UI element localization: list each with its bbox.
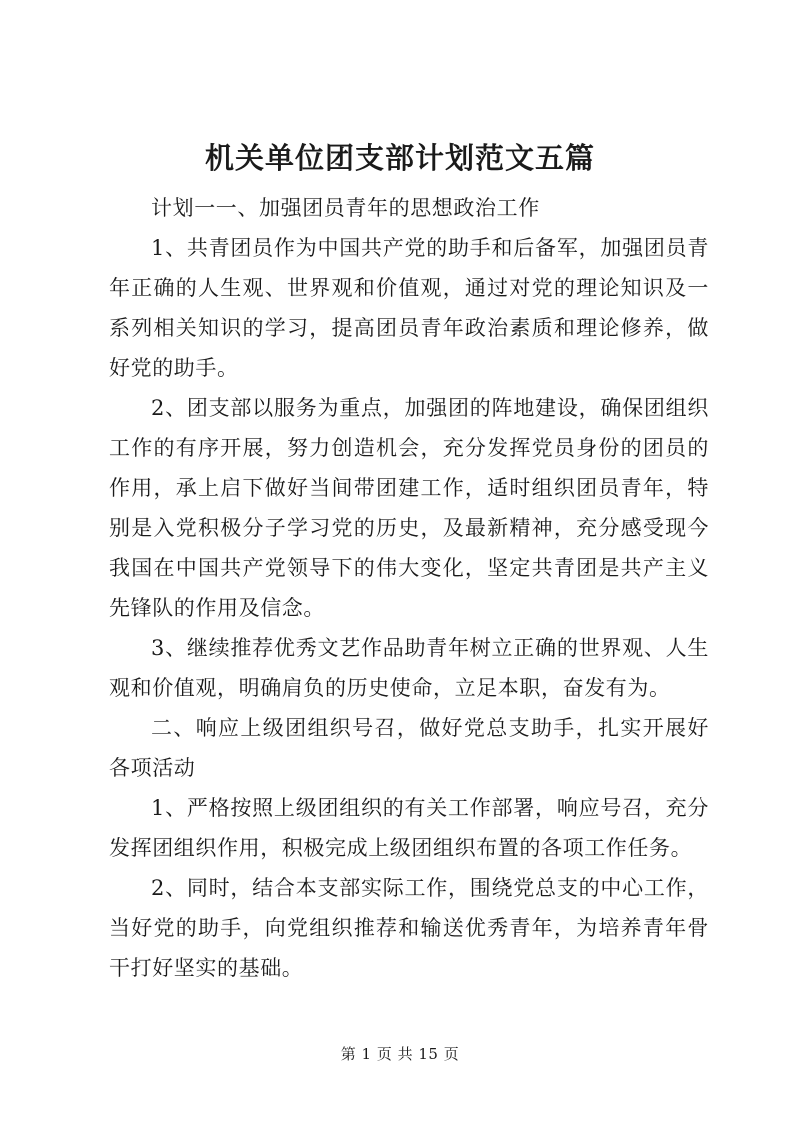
document-title: 机关单位团支部计划范文五篇 xyxy=(204,141,595,175)
paragraph-1-3: 3、继续推荐优秀文艺作品助青年树立正确的世界观、人生观和价值观，明确肩负的历史使命，立足本职，奋发有为。 xyxy=(109,636,709,700)
section-heading-two: 二、响应上级团组织号召，做好党总支助手，扎实开展好各项活动 xyxy=(109,716,709,780)
paragraph-1-2: 2、团支部以服务为重点，加强团的阵地建设，确保团组织工作的有序开展，努力创造机会，充分发挥党员身份的团员的作用，承上启下做好当间带团建工作，适时组织团员青年，特别是入党积极分子学习党的历史，及最新精神，充分感受现今我国在中国共产党领导下的伟大变化，坚定共青团是共产主义先锋队的作用及信念。 xyxy=(109,396,709,620)
section-heading-plan-one: 计划一一、加强团员青年的思想政治工作 xyxy=(151,196,540,220)
paragraph-1-1: 1、共青团员作为中国共产党的助手和后备军，加强团员青年正确的人生观、世界观和价值观，通过对党的理论知识及一系列相关知识的学习，提高团员青年政治素质和理论修养，做好党的助手。 xyxy=(109,236,709,380)
paragraph-2-2: 2、同时，结合本支部实际工作，围绕党总支的中心工作，当好党的助手，向党组织推荐和输送优秀青年，为培养青年骨干打好坚实的基础。 xyxy=(109,876,709,980)
document-body xyxy=(109,188,709,988)
page-number-footer: 第 1 页 共 15 页 xyxy=(340,1045,460,1063)
paragraph-2-1: 1、严格按照上级团组织的有关工作部署，响应号召，充分发挥团组织作用，积极完成上级团组织布置的各项工作任务。 xyxy=(109,796,709,860)
